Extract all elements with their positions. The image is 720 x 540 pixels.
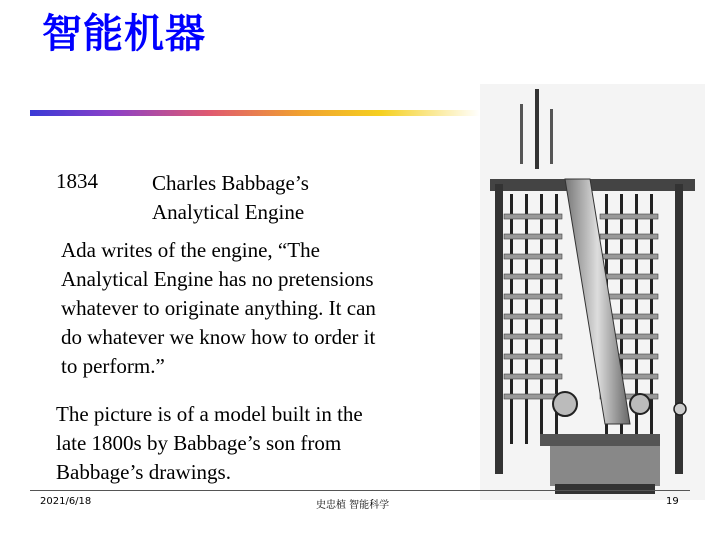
ada-quote: Ada writes of the engine, “The Analytical Engine has no pretensions whatever to originate anything. It can do whatever we know how to order it to perform.” xyxy=(61,238,376,378)
slide-title: 智能机器 xyxy=(42,11,206,57)
picture-caption: The picture is of a model built in the late 1800s by Babbage’s son from Babbage’s drawings. xyxy=(56,402,363,484)
footer-date: 2021/6/18 xyxy=(40,496,92,507)
engine-name-line1: Charles Babbage’s xyxy=(152,171,309,195)
analytical-engine-photo xyxy=(480,84,705,500)
engine-name-line2: Analytical Engine xyxy=(152,200,305,224)
title-gradient-rule xyxy=(30,110,480,116)
footer-author: 史忠植 智能科学 xyxy=(316,500,390,511)
page-number: 19 xyxy=(666,496,679,507)
engine-name xyxy=(152,169,309,227)
footer-rule xyxy=(30,490,690,491)
year-label: 1834 xyxy=(56,169,98,193)
